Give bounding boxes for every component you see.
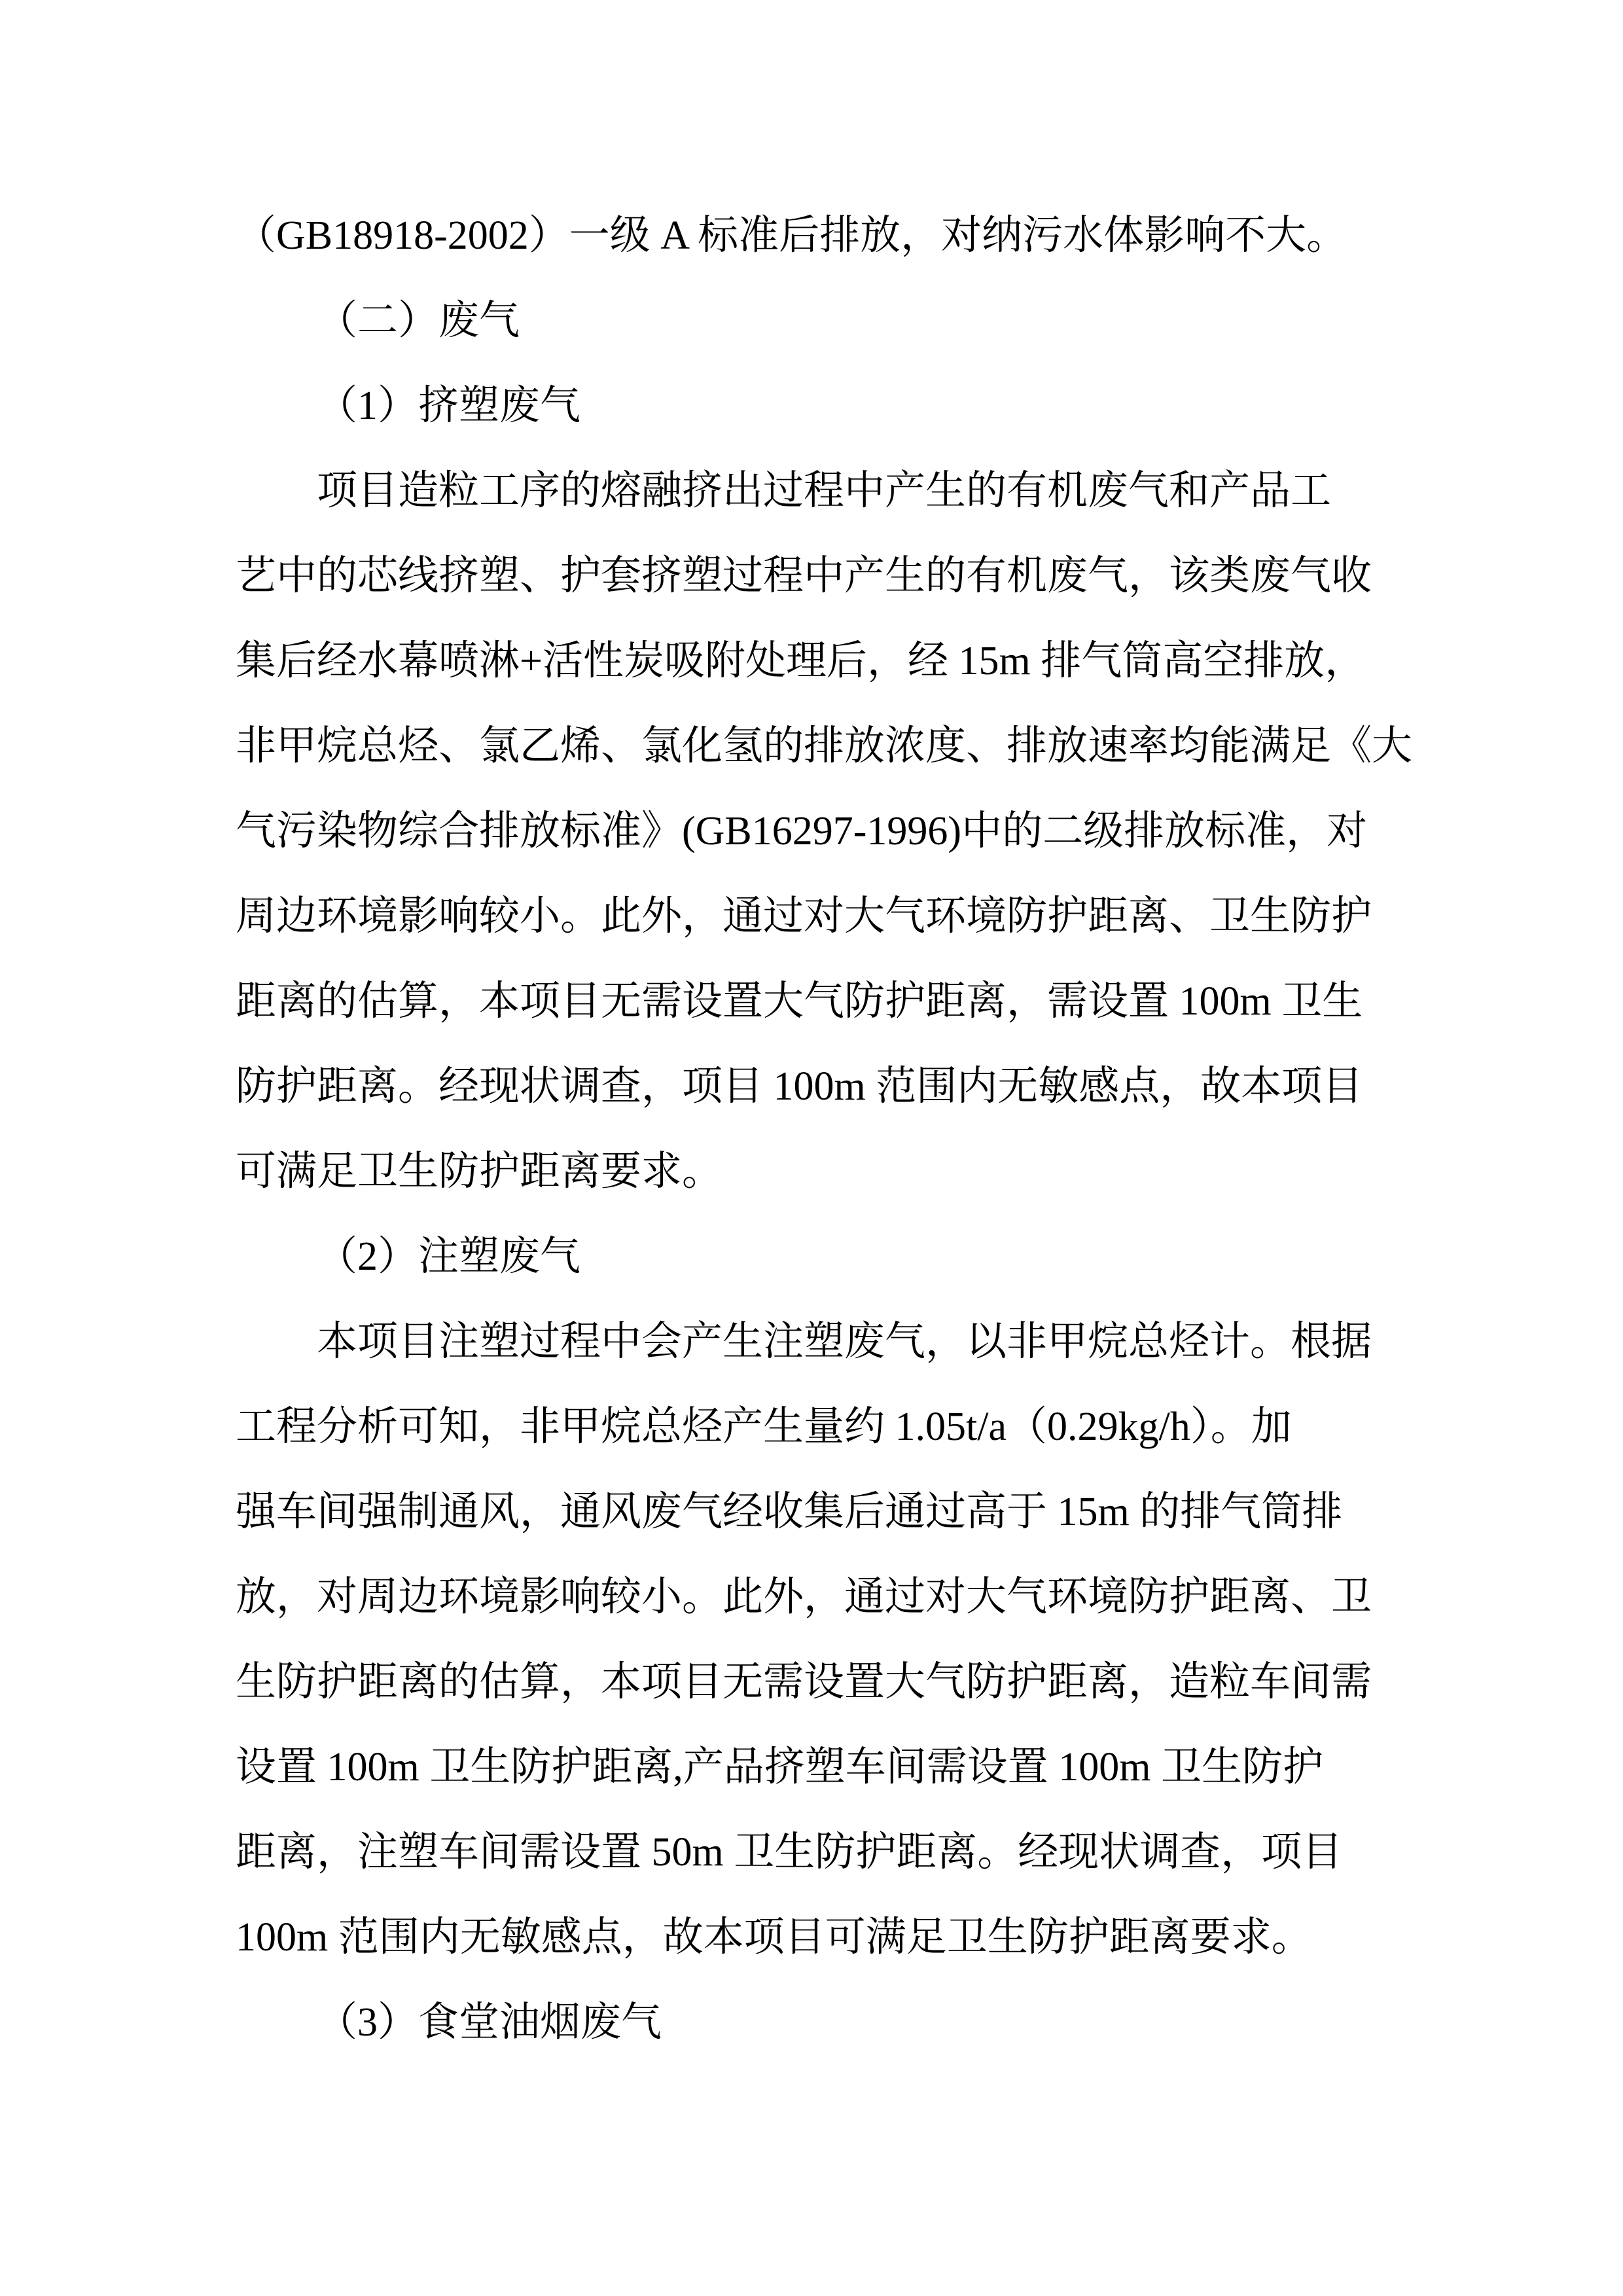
text-line: 防护距离。经现状调查，项目 100m 范围内无敏感点，故本项目 [236,1064,1363,1109]
text-line: （1）挤塑废气 [317,384,581,428]
text-line: 100m 范围内无敏感点，故本项目可满足卫生防护距离要求。 [236,1915,1312,1960]
text-line: （3）食堂油烟废气 [317,2000,662,2045]
text-line: 项目造粒工序的熔融挤出过程中产生的有机废气和产品工 [317,469,1332,513]
text-line: 集后经水幕喷淋+活性炭吸附处理后，经 15m 排气筒高空排放， [236,639,1366,683]
text-line: 工程分析可知，非甲烷总烃产生量约 1.05t/a（0.29kg/h）。加 [236,1405,1292,1449]
text-line: 距离，注塑车间需设置 50m 卫生防护距离。经现状调查，项目 [236,1830,1343,1874]
text-line: （GB18918-2002）一级 A 标准后排放，对纳污水体影响不大。 [236,213,1347,258]
text-line: 放，对周边环境影响较小。此外，通过对大气环境防护距离、卫 [236,1575,1372,1619]
text-line: 设置 100m 卫生防护距离,产品挤塑车间需设置 100m 卫生防护 [236,1745,1323,1789]
text-line: 可满足卫生防护距离要求。 [236,1149,723,1194]
text-line: 艺中的芯线挤塑、护套挤塑过程中产生的有机废气，该类废气收 [236,554,1372,598]
text-line: 距离的估算，本项目无需设置大气防护距离，需设置 100m 卫生 [236,979,1363,1024]
text-line: 周边环境影响较小。此外，通过对大气环境防护距离、卫生防护 [236,894,1372,939]
text-line: 气污染物综合排放标准》(GB16297-1996)中的二级排放标准，对 [236,809,1368,853]
text-line: 非甲烷总烃、氯乙烯、氯化氢的排放浓度、排放速率均能满足《大 [236,724,1413,768]
text-line: （2）注塑废气 [317,1234,581,1279]
text-block [236,193,1413,2065]
text-line: 强车间强制通风，通风废气经收集后通过高于 15m 的排气筒排 [236,1490,1343,1534]
text-line: 本项目注塑过程中会产生注塑废气，以非甲烷总烃计。根据 [317,1319,1372,1364]
text-line: 生防护距离的估算，本项目无需设置大气防护距离，造粒车间需 [236,1660,1372,1704]
text-line: （二）废气 [317,298,520,343]
